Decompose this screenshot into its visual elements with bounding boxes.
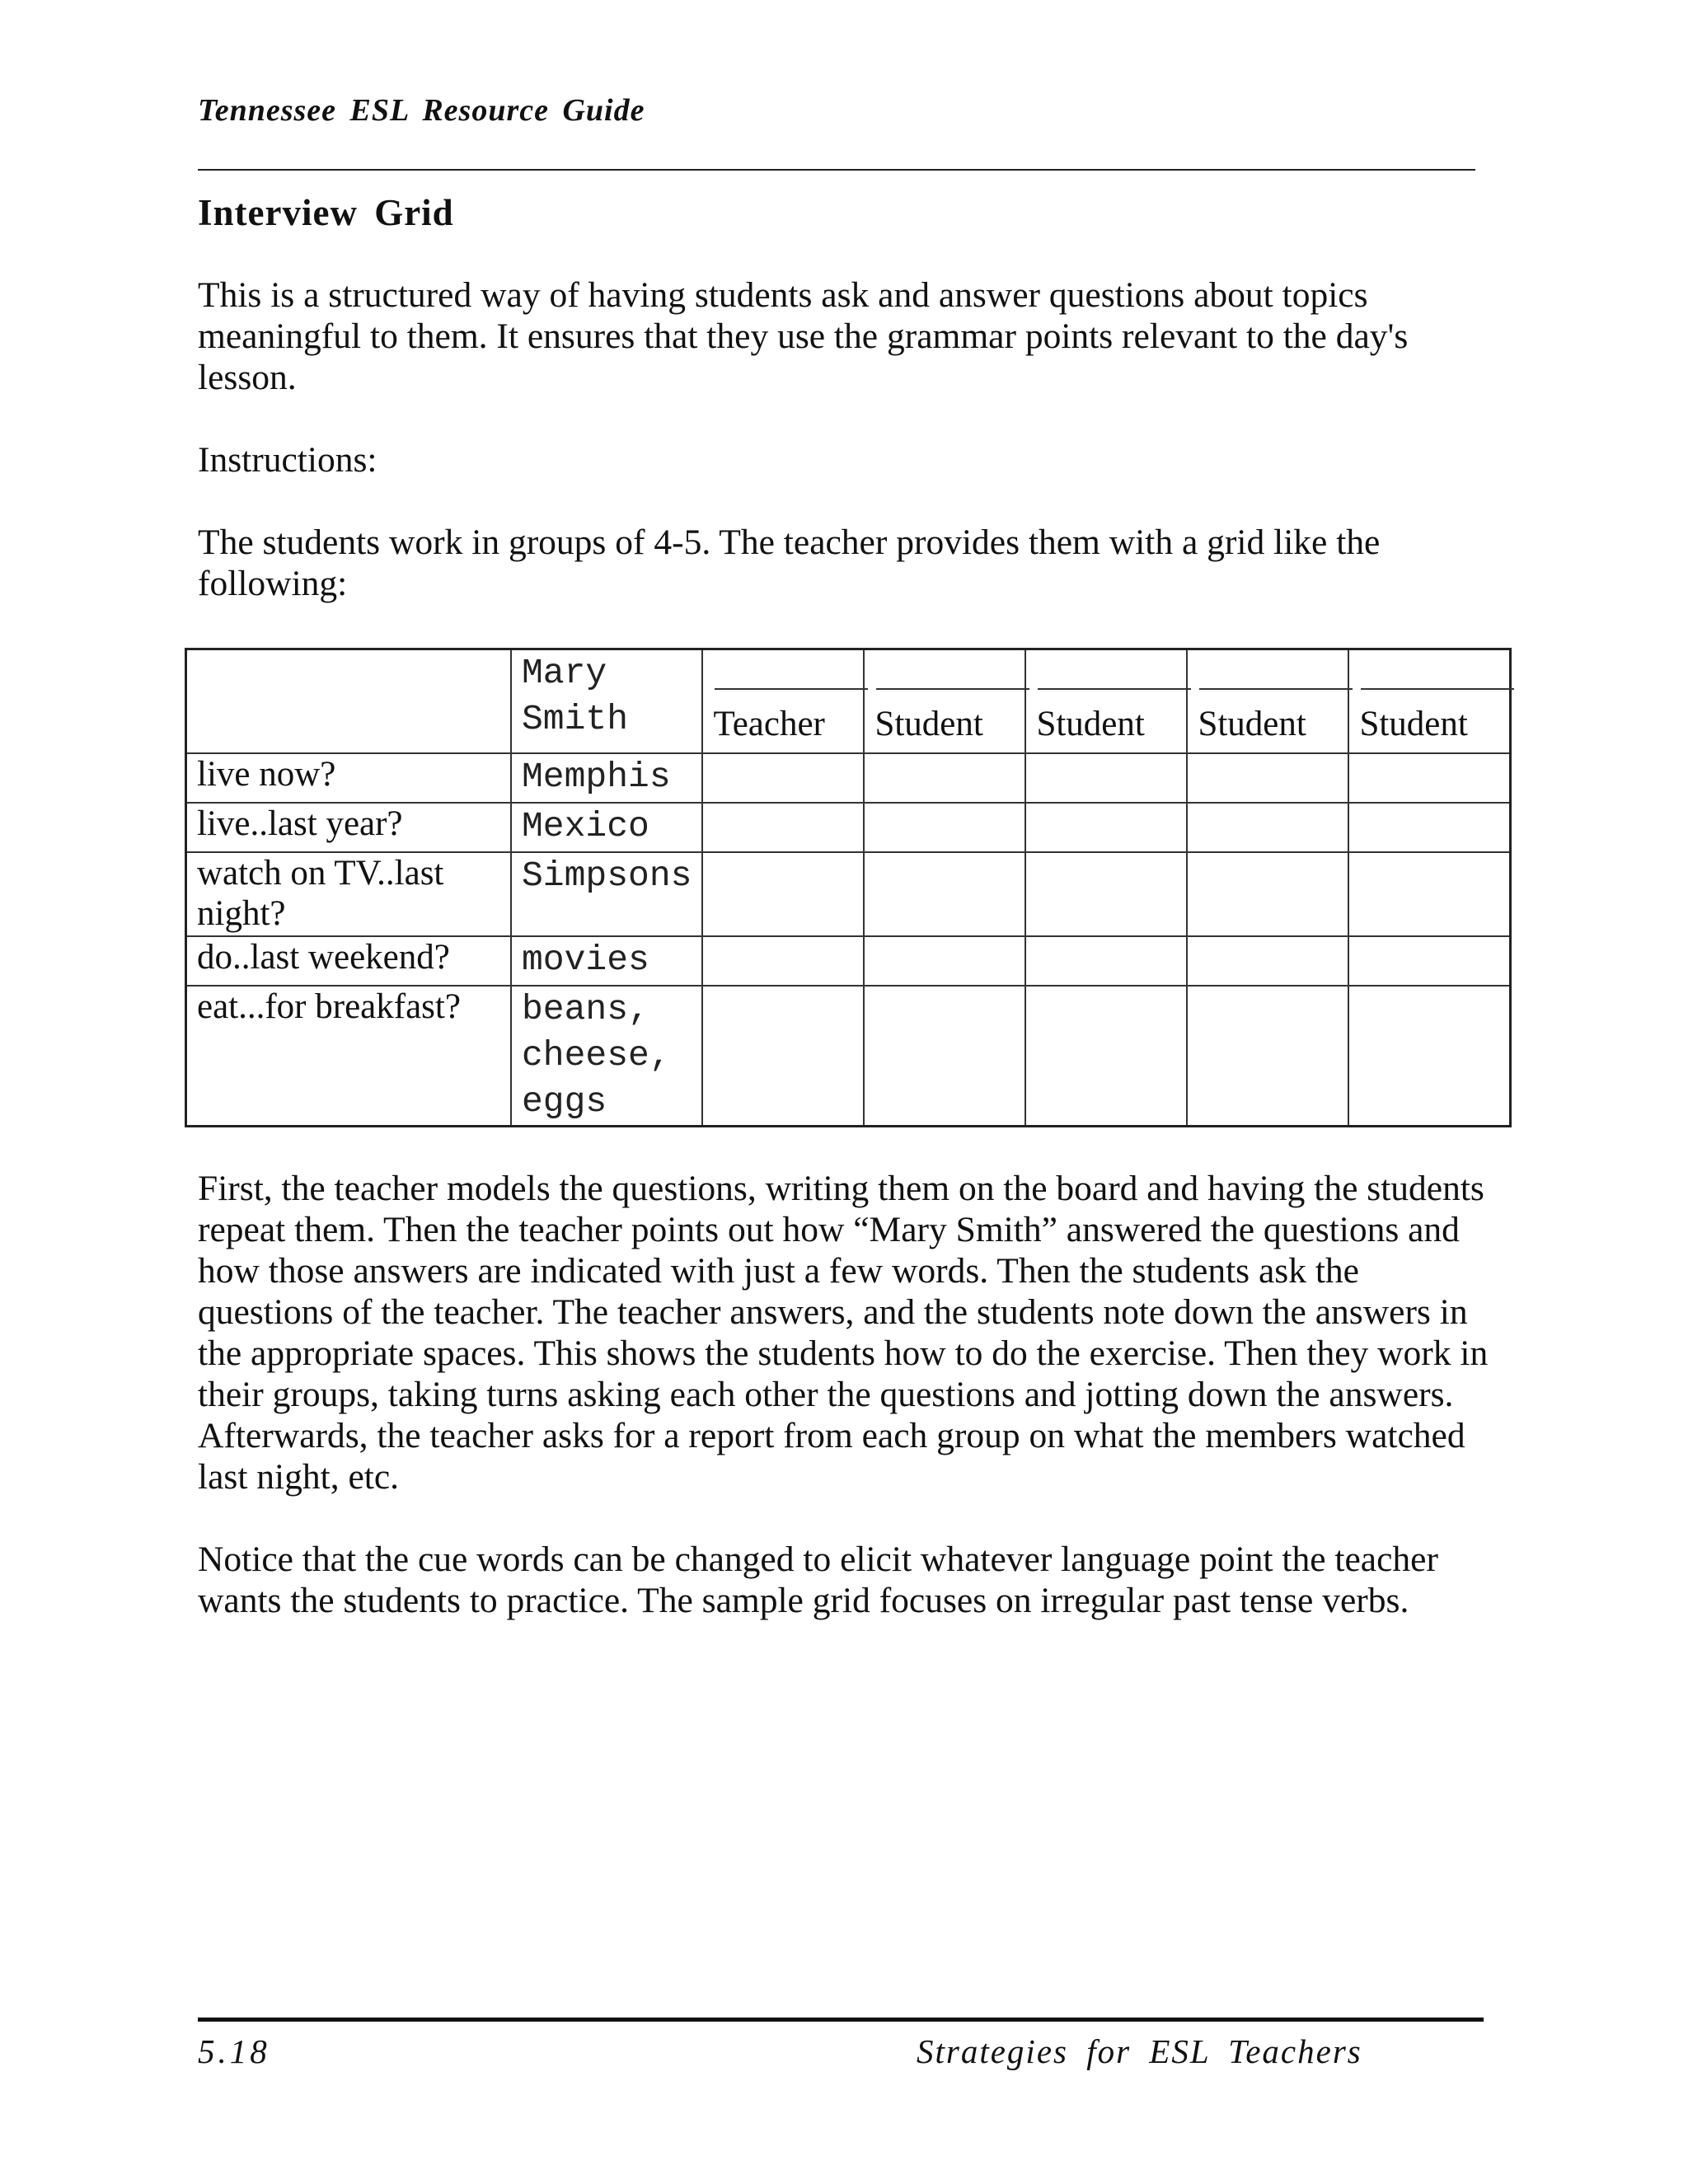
grid-row [186, 852, 1511, 936]
blank-cell [702, 986, 864, 1127]
blank-cell [1025, 803, 1187, 852]
grid-corner-cell [186, 649, 512, 754]
sample-name-cell: Mary Smith [511, 649, 702, 754]
grid-intro-paragraph: The students work in groups of 4-5. The teacher provides them with a grid like the following: [198, 523, 1381, 603]
running-header: Tennessee ESL Resource Guide [198, 93, 645, 128]
footer-rule [198, 2018, 1484, 2022]
blank-cell [702, 936, 864, 986]
question-cell: do..last weekend? [186, 936, 512, 986]
sample-answer-cell: Memphis [511, 753, 702, 803]
blank-cell [1348, 852, 1511, 936]
question-cell: watch on TV..last night? [186, 852, 512, 936]
blank-cell [702, 753, 864, 803]
sample-answer-cell: Mexico [511, 803, 702, 852]
grid-row [186, 753, 1511, 803]
blank-cell [864, 753, 1025, 803]
question-cell: live..last year? [186, 803, 512, 852]
column-header: Student [1187, 649, 1348, 754]
interview-grid [185, 648, 1512, 1127]
sample-answer-cell: beans, cheese, eggs [511, 986, 702, 1127]
blank-cell [1187, 936, 1348, 986]
footer-section-name: Strategies for ESL Teachers [917, 2032, 1362, 2070]
grid-row [186, 803, 1511, 852]
blank-cell [1187, 852, 1348, 936]
sample-answer-cell: Simpsons [511, 852, 702, 936]
blank-cell [1348, 936, 1511, 986]
blank-cell [864, 852, 1025, 936]
page-number: 5.18 [198, 2032, 270, 2070]
column-header: Student [864, 649, 1025, 754]
column-header: Student [1348, 649, 1511, 754]
grid-row [186, 936, 1511, 986]
blank-cell [864, 986, 1025, 1127]
blank-cell [1187, 986, 1348, 1127]
grid-header-row [186, 649, 1511, 754]
blank-cell [864, 936, 1025, 986]
blank-cell [702, 852, 864, 936]
sample-answer-cell: movies [511, 936, 702, 986]
explanation-paragraph: First, the teacher models the questions, writing them on the board and having the students repeat them. Then the teacher points out how “Mary Smith” answered the questions and how those answers are indicated with just a few words. Then the students ask the questions of the teacher. The teacher answers, and the students note down the answers in the appropriate spaces. This shows the students how to do the exercise. Then they work in their groups, taking turns asking each other the questions and jotting down the answers. Afterwards, the teacher asks for a report from each group on what the members watched last night, etc. [198, 1169, 1489, 1497]
blank-cell [1187, 803, 1348, 852]
blank-cell [1348, 803, 1511, 852]
blank-cell [1025, 753, 1187, 803]
blank-cell [1187, 753, 1348, 803]
question-cell: live now? [186, 753, 512, 803]
notice-paragraph: Notice that the cue words can be changed to elicit whatever language point the teacher wants the students to practice. The sample grid focuses on irregular past tense verbs. [198, 1540, 1438, 1620]
section-title: Interview Grid [198, 192, 454, 233]
instructions-label: Instructions: [198, 440, 377, 480]
blank-cell [1025, 852, 1187, 936]
grid-row [186, 986, 1511, 1127]
blank-cell [1025, 986, 1187, 1127]
question-cell: eat...for breakfast? [186, 986, 512, 1127]
blank-cell [1348, 986, 1511, 1127]
blank-cell [702, 803, 864, 852]
header-rule [198, 169, 1475, 171]
blank-cell [1025, 936, 1187, 986]
blank-cell [864, 803, 1025, 852]
intro-paragraph: This is a structured way of having students ask and answer questions about topics meaningful to them. It ensures that they use the grammar points relevant to the day's lesson. [198, 275, 1409, 397]
column-header: Teacher [702, 649, 864, 754]
column-header: Student [1025, 649, 1187, 754]
blank-cell [1348, 753, 1511, 803]
